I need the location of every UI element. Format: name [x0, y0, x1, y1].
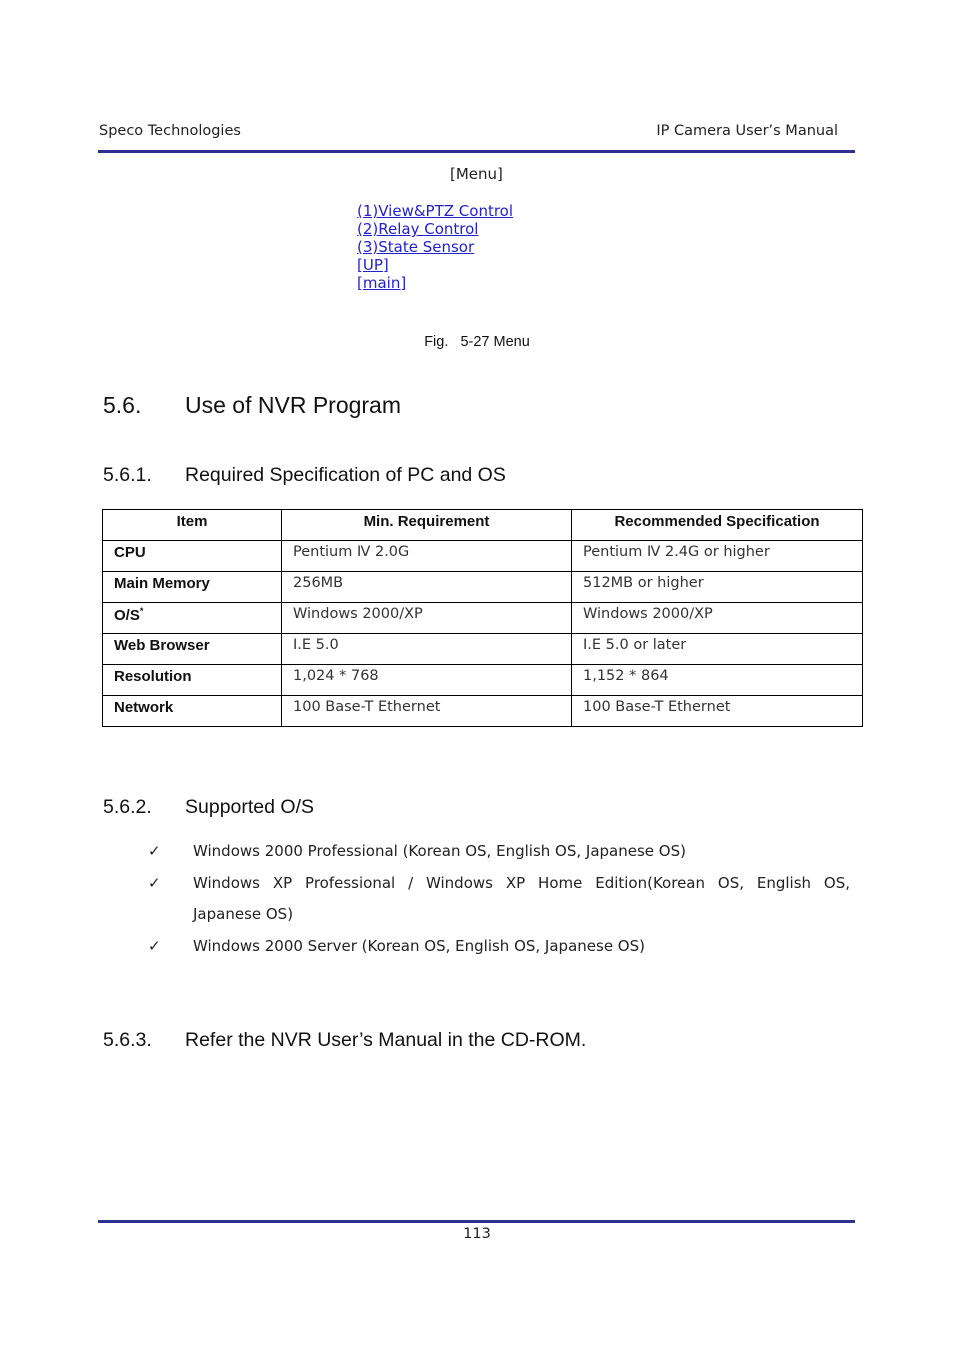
figure-caption: Fig. 5-27 Menu — [424, 334, 530, 350]
checkmark-icon: ✓ — [148, 936, 161, 955]
table-cell: I.E 5.0 or later — [572, 634, 863, 665]
checkmark-icon: ✓ — [148, 873, 161, 892]
section-number: 5.6. — [103, 392, 142, 418]
header-rule — [98, 150, 855, 153]
table-row — [103, 696, 863, 727]
subsection-heading-3 — [103, 1029, 586, 1052]
list-item — [148, 931, 850, 963]
table-row — [103, 634, 863, 665]
section-heading — [103, 392, 401, 419]
menu-link-state-sensor[interactable]: (3)State Sensor — [357, 238, 475, 256]
table-cell: Windows 2000/XP — [572, 603, 863, 634]
menu-link-relay[interactable]: (2)Relay Control — [357, 220, 479, 238]
subsection-number: 5.6.1. — [103, 464, 152, 486]
table-cell: Pentium Ⅳ 2.4G or higher — [572, 541, 863, 572]
table-cell: I.E 5.0 — [282, 634, 572, 665]
subsection-number: 5.6.2. — [103, 796, 152, 818]
section-title: Use of NVR Program — [185, 392, 402, 418]
table-row — [103, 603, 863, 634]
subsection-heading-2 — [103, 796, 314, 819]
list-item-text: Japanese OS) — [193, 905, 294, 923]
list-item-text: Windows XP Professional / Windows XP Home Edition(Korean OS, English OS, — [193, 873, 850, 892]
list-item-text: Windows 2000 Server (Korean OS, English OS, Japanese OS) — [193, 936, 645, 955]
table-row — [103, 572, 863, 603]
checkmark-icon: ✓ — [148, 842, 161, 860]
menu-link-view-ptz[interactable]: (1)View&PTZ Control — [357, 202, 514, 220]
table-cell: 100 Base-T Ethernet — [572, 696, 863, 727]
supported-os-list — [148, 836, 850, 962]
list-item-text: Windows 2000 Professional (Korean OS, English OS, Japanese OS) — [193, 842, 686, 860]
menu-link-list — [357, 202, 513, 292]
menu-link-up[interactable]: [UP] — [357, 256, 389, 274]
table-cell: Network — [103, 696, 282, 727]
page-number: 113 — [463, 1226, 491, 1242]
table-cell: CPU — [103, 541, 282, 572]
header-right: IP Camera User’s Manual — [656, 123, 838, 139]
table-cell: 1,152 * 864 — [572, 665, 863, 696]
subsection-title: Supported O/S — [185, 796, 314, 818]
table-cell: Windows 2000/XP — [282, 603, 572, 634]
menu-link-main[interactable]: [main] — [357, 274, 407, 292]
table-row — [103, 541, 863, 572]
table-cell: 1,024 * 768 — [282, 665, 572, 696]
subsection-title: Required Specification of PC and OS — [185, 464, 506, 486]
table-header: Item — [103, 510, 282, 541]
table-header: Min. Requirement — [282, 510, 572, 541]
table-header: Recommended Specification — [572, 510, 863, 541]
subsection-heading-1 — [103, 464, 506, 487]
table-cell-os — [103, 603, 282, 634]
subsection-title: Refer the NVR User’s Manual in the CD-ROM. — [185, 1029, 587, 1051]
table-cell: 512MB or higher — [572, 572, 863, 603]
table-cell: 256MB — [282, 572, 572, 603]
table-cell: Pentium Ⅳ 2.0G — [282, 541, 572, 572]
list-item — [148, 868, 850, 931]
list-item — [148, 836, 850, 868]
header-left: Speco Technologies — [99, 123, 241, 139]
table-cell-label: O/S — [114, 607, 140, 624]
table-header-row — [103, 510, 863, 541]
table-cell: Resolution — [103, 665, 282, 696]
table-cell: Main Memory — [103, 572, 282, 603]
spec-table — [102, 509, 863, 727]
footnote-mark: * — [139, 606, 144, 616]
menu-title: [Menu] — [450, 165, 503, 183]
table-row — [103, 665, 863, 696]
table-cell: Web Browser — [103, 634, 282, 665]
footer-rule — [98, 1220, 855, 1223]
subsection-number: 5.6.3. — [103, 1029, 152, 1051]
table-cell: 100 Base-T Ethernet — [282, 696, 572, 727]
